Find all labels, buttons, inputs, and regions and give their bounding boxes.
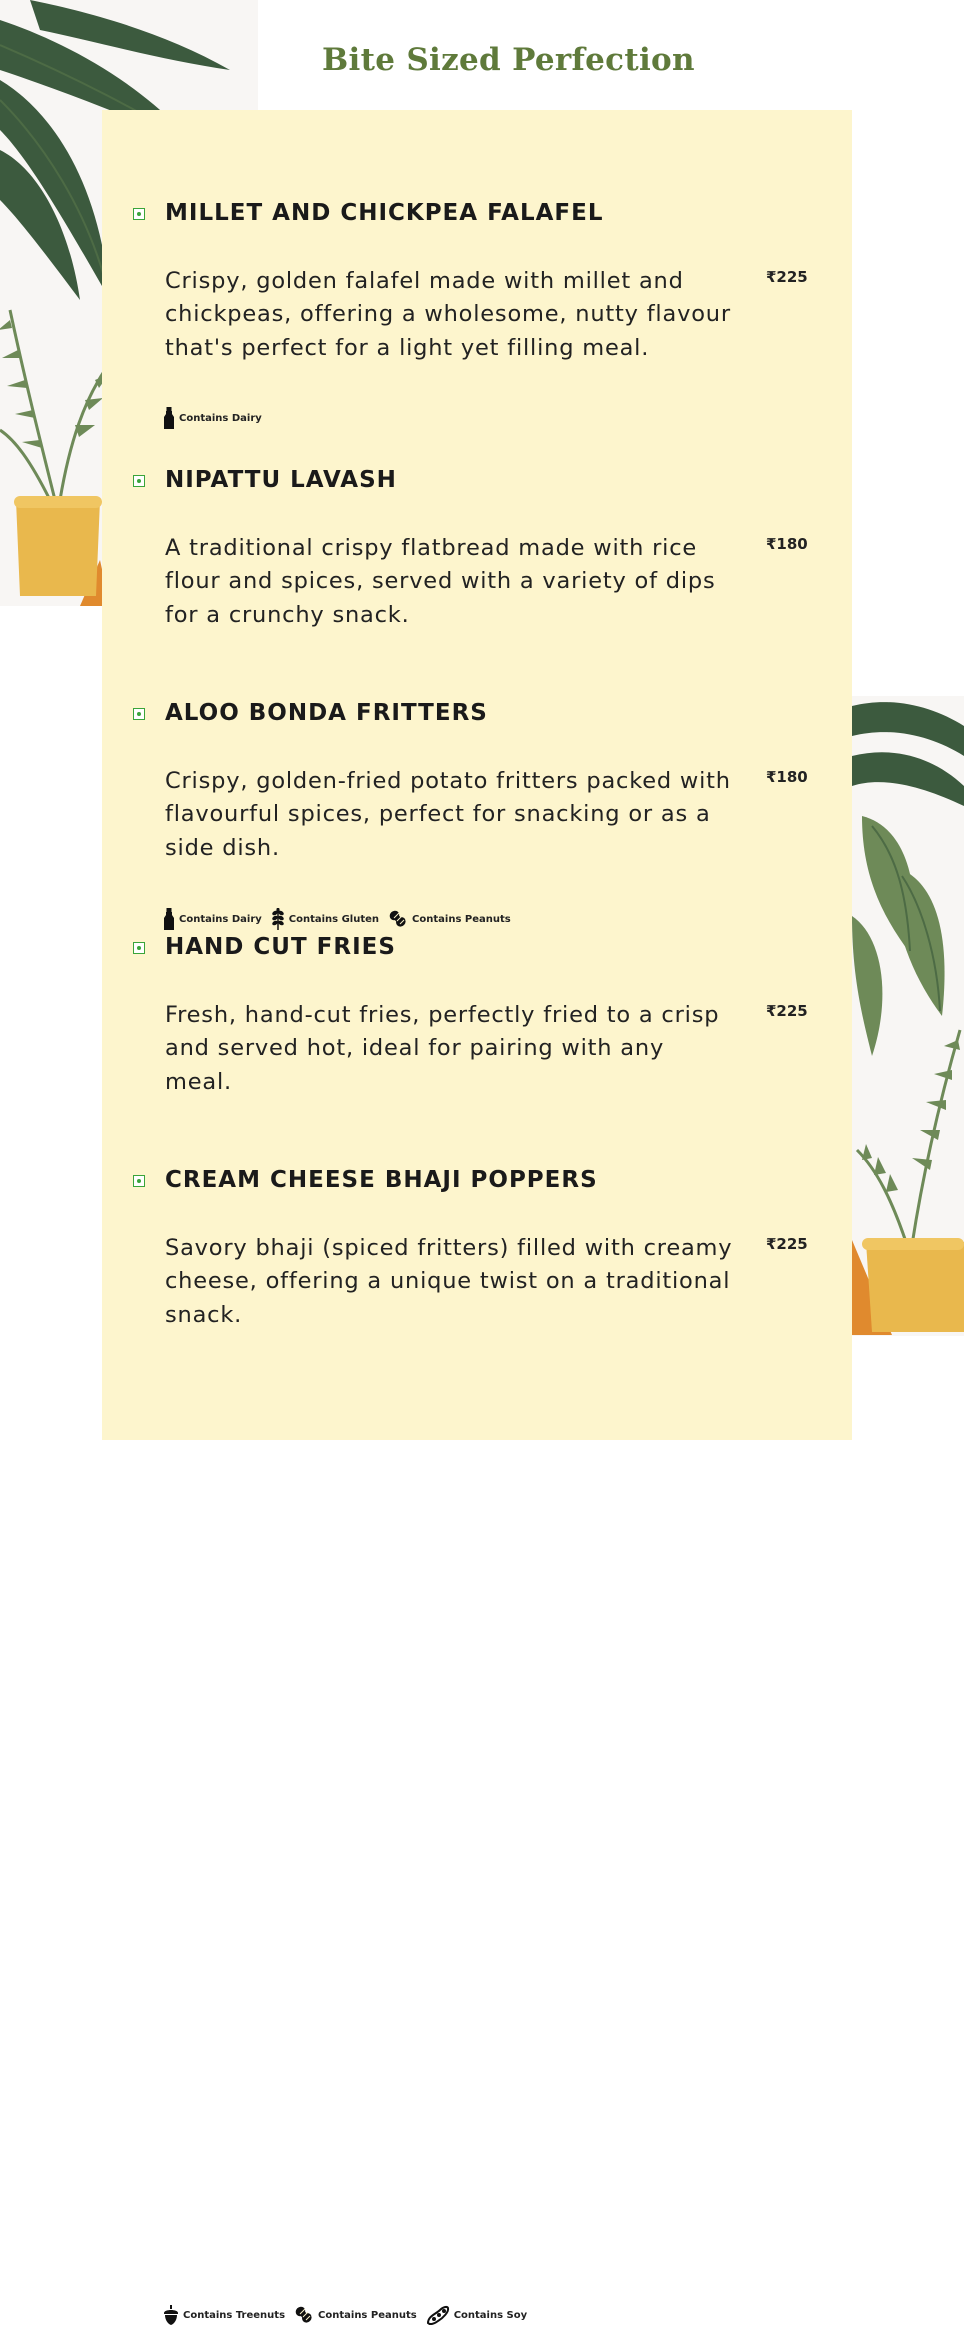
veg-indicator-icon <box>133 208 145 220</box>
menu-item-name: CREAM CHEESE BHAJI POPPERS <box>165 1167 598 1193</box>
menu-card <box>102 110 852 2321</box>
menu-section-title: Bite Sized Perfection <box>322 42 695 78</box>
allergen-tag <box>294 2305 417 2325</box>
menu-item-price: ₹225 <box>766 1235 808 1253</box>
dairy-bottle-icon <box>163 908 179 930</box>
allergen-label: Contains Soy <box>453 2309 528 2321</box>
peanut-icon <box>294 2305 318 2325</box>
soy-bean-icon <box>426 2304 454 2326</box>
menu-item-description: Crispy, golden-fried potato fritters packed with flavourful spices, perfect for snacking or as a side dish. <box>165 768 731 861</box>
allergen-label: Contains Peanuts <box>318 2309 417 2321</box>
menu-item-name: ALOO BONDA FRITTERS <box>165 700 488 726</box>
allergen-list <box>163 406 271 430</box>
allergen-tag <box>271 908 379 930</box>
potted-plant-left-illustration <box>0 290 110 610</box>
veg-indicator-icon <box>133 1175 145 1187</box>
allergen-tag <box>426 2304 527 2326</box>
allergen-label: Contains Treenuts <box>183 2309 286 2321</box>
allergen-label: Contains Gluten <box>288 913 380 925</box>
veg-indicator-icon <box>133 475 145 487</box>
gluten-wheat-icon <box>271 908 289 930</box>
dairy-bottle-icon <box>163 407 179 429</box>
potted-plant-right-illustration <box>852 1010 964 1340</box>
menu-item-price: ₹180 <box>766 768 808 786</box>
veg-indicator-icon <box>133 708 145 720</box>
peanut-icon <box>388 909 412 929</box>
allergen-tag <box>163 407 262 429</box>
allergen-tag <box>388 909 511 929</box>
allergen-label: Contains Dairy <box>179 913 262 925</box>
menu-item-price: ₹180 <box>766 535 808 553</box>
menu-item-description: Fresh, hand-cut fries, perfectly fried to a crisp and served hot, ideal for pairing with any meal. <box>165 1002 720 1095</box>
menu-item-name: MILLET AND CHICKPEA FALAFEL <box>165 200 604 226</box>
menu-item-description: Savory bhaji (spiced fritters) filled with creamy cheese, offering a unique twist on a traditional snack. <box>165 1235 733 1328</box>
menu-item-price: ₹225 <box>766 268 808 286</box>
menu-item-price: ₹225 <box>766 1002 808 1020</box>
veg-indicator-icon <box>133 942 145 954</box>
allergen-label: Contains Peanuts <box>412 913 511 925</box>
allergen-list <box>163 2303 536 2327</box>
allergen-tag <box>163 2305 285 2325</box>
allergen-label: Contains Dairy <box>179 412 262 424</box>
treenut-acorn-icon <box>163 2305 183 2325</box>
menu-item-name: NIPATTU LAVASH <box>165 467 397 493</box>
allergen-list <box>163 907 520 931</box>
menu-item-name: HAND CUT FRIES <box>165 934 396 960</box>
allergen-tag <box>163 908 262 930</box>
menu-item-description: A traditional crispy flatbread made with rice flour and spices, served with a variety of dips for a crunchy snack. <box>165 535 716 628</box>
menu-item-description: Crispy, golden falafel made with millet and chickpeas, offering a wholesome, nutty flavour that's perfect for a light yet filling meal. <box>165 268 731 361</box>
